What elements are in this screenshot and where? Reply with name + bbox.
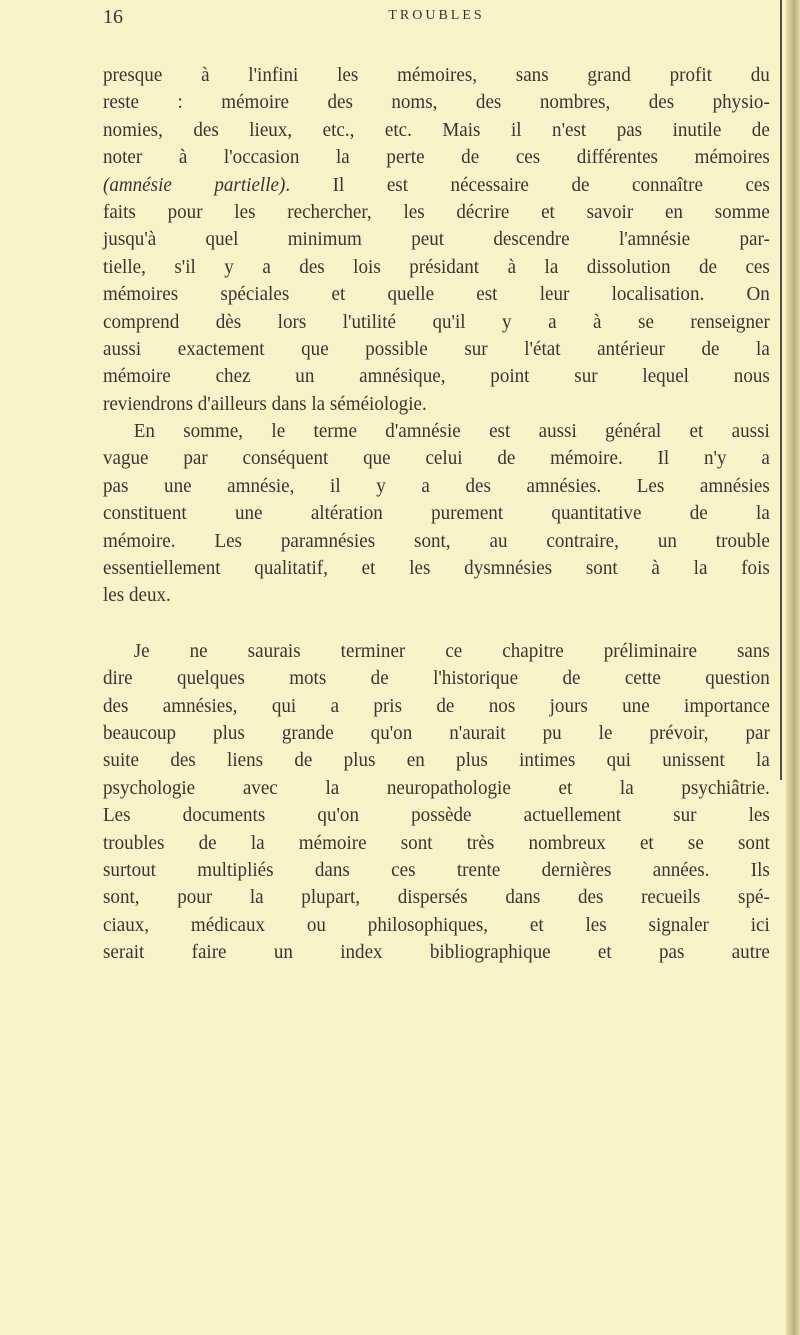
text-line: jusqu'à quel minimum peut descendre l'amnésie par- <box>103 228 770 251</box>
text-line: surtout multipliés dans ces trente dernières années. Ils <box>103 858 770 881</box>
paragraph <box>103 638 770 967</box>
text-line: noter à l'occasion la perte de ces différentes mémoires <box>103 146 770 169</box>
italic-term: (amnésie partielle) <box>103 173 286 196</box>
text-line: nomies, des lieux, etc., etc. Mais il n'est pas inutile de <box>103 118 770 141</box>
text-line: suite des liens de plus en plus intimes qui unissent la <box>103 749 770 772</box>
text-line: aussi exactement que possible sur l'état antérieur de la <box>103 337 770 360</box>
text-line: reviendrons d'ailleurs dans la séméiologie. <box>103 392 427 415</box>
text-line: les deux. <box>103 584 171 607</box>
text-line: Je ne saurais terminer ce chapitre préliminaire sans <box>133 639 770 662</box>
text-line: faits pour les rechercher, les décrire et savoir en somme <box>103 200 770 223</box>
text-line: sont, pour la plupart, dispersés dans des recueils spé- <box>103 886 770 909</box>
text-line: constituent une altération purement quantitative de la <box>103 502 770 525</box>
text-line: mémoire chez un amnésique, point sur lequel nous <box>103 365 770 388</box>
text-line: serait faire un index bibliographique et pas autre <box>103 941 770 964</box>
text-line: mémoires spéciales et quelle est leur localisation. On <box>103 283 770 306</box>
page-body <box>103 62 770 967</box>
text-line: dire quelques mots de l'historique de cette question <box>103 667 770 690</box>
text-line: beaucoup plus grande qu'on n'aurait pu le prévoir, par <box>103 721 770 744</box>
text-line: (amnésie partielle). Il est nécessaire de connaître ces <box>103 173 770 196</box>
text-line: essentiellement qualitatif, et les dysmnésies sont à la fois <box>103 557 770 580</box>
paragraph <box>103 418 770 610</box>
text-line: des amnésies, qui a pris de nos jours une importance <box>103 694 770 717</box>
text-line: Les documents qu'on possède actuellement sur les <box>103 804 770 827</box>
text-line: En somme, le terme d'amnésie est aussi général et aussi <box>133 420 770 443</box>
text-line: presque à l'infini les mémoires, sans grand profit du <box>103 64 770 86</box>
page-border-line <box>780 0 782 780</box>
page-number: 16 <box>103 6 123 28</box>
page-header <box>103 6 770 34</box>
text-line: pas une amnésie, il y a des amnésies. Les amnésies <box>103 474 770 497</box>
text-line: reste : mémoire des noms, des nombres, des physio- <box>103 91 770 114</box>
text-line: ciaux, médicaux ou philosophiques, et les signaler ici <box>103 913 770 936</box>
running-title: TROUBLES <box>388 8 485 23</box>
text-line: comprend dès lors l'utilité qu'il y a à se renseigner <box>103 310 770 333</box>
text-line: vague par conséquent que celui de mémoire. Il n'y a <box>103 447 770 470</box>
text-line: mémoire. Les paramnésies sont, au contraire, un trouble <box>103 529 770 552</box>
text-line: tielle, s'il y a des lois présidant à la dissolution de ces <box>103 255 770 278</box>
paragraph <box>103 62 770 418</box>
text-line: psychologie avec la neuropathologie et la psychiâtrie. <box>103 776 770 799</box>
paragraph-gap <box>103 610 770 638</box>
text-line: troubles de la mémoire sont très nombreux et se sont <box>103 831 770 854</box>
book-page-edge <box>786 0 800 1335</box>
